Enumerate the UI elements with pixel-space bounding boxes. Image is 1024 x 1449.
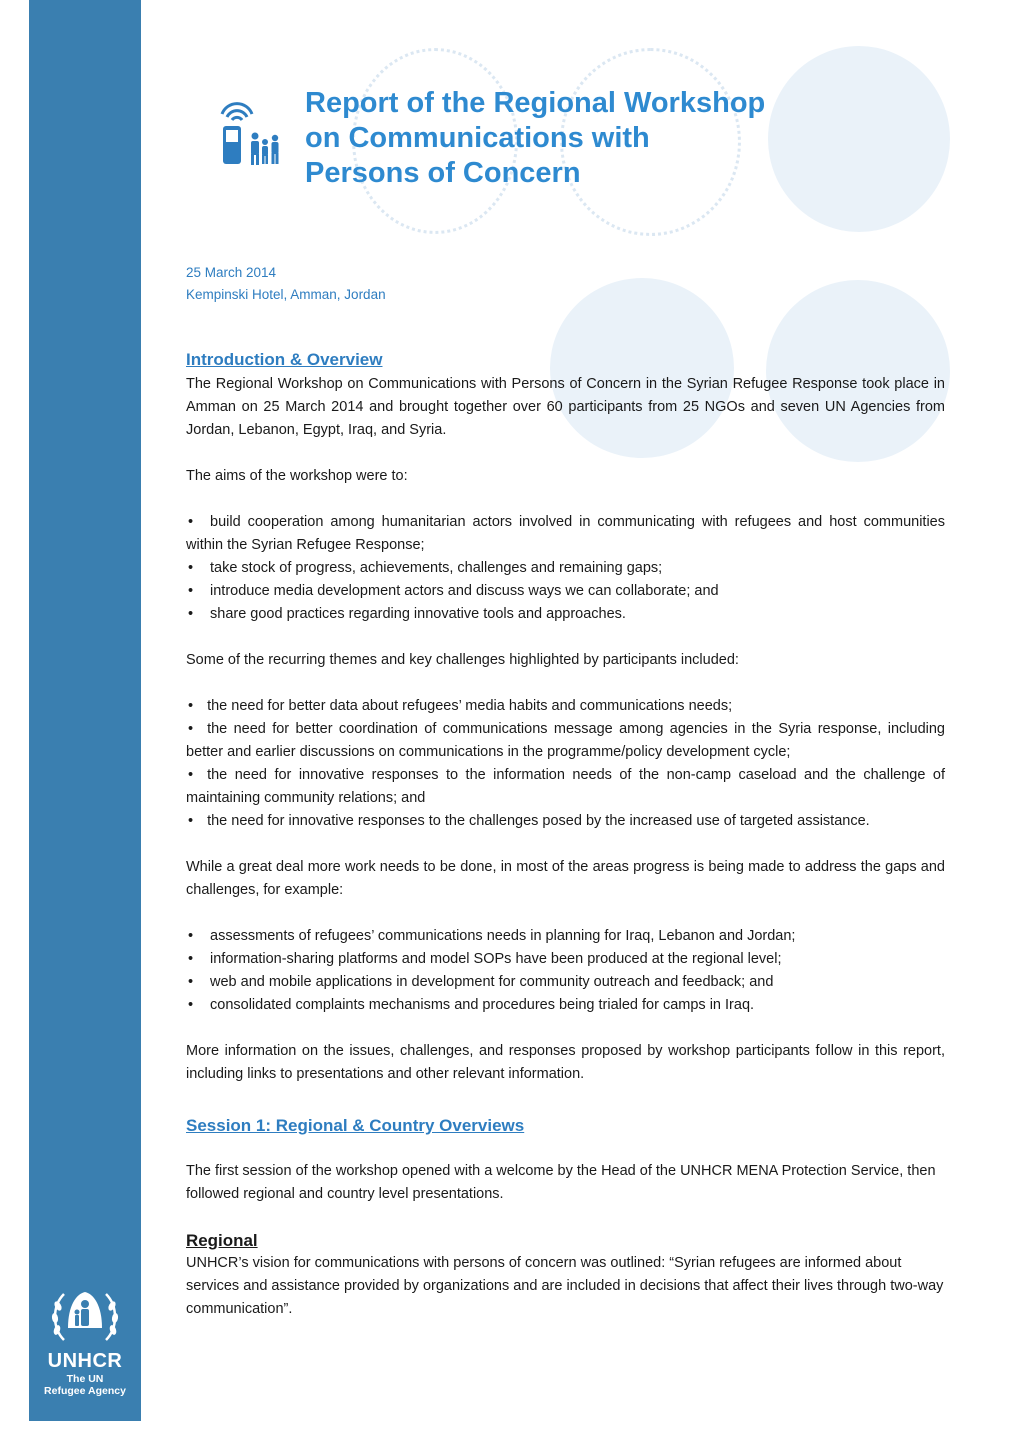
aims-list bbox=[186, 511, 945, 626]
list-item: • assessments of refugees’ communications needs in planning for Iraq, Lebanon and Jordan; bbox=[186, 925, 945, 948]
phone-broadcast-icon bbox=[212, 96, 284, 168]
list-item: • introduce media development actors and discuss ways we can collaborate; and bbox=[186, 580, 945, 603]
decorative-circle bbox=[768, 46, 950, 232]
progress-list bbox=[186, 925, 945, 1017]
session-1-paragraph: The first session of the workshop opened with a welcome by the Head of the UNHCR MENA Protection Service, then followed regional and country level presentations. bbox=[186, 1163, 936, 1202]
list-item: • the need for better coordination of communications message among agencies in the Syria response, including better and earlier discussions on communications in the programme/policy development cycle; bbox=[186, 718, 945, 764]
title-line: Report of the Regional Workshop bbox=[305, 87, 766, 119]
themes-intro: Some of the recurring themes and key challenges highlighted by participants included: bbox=[186, 652, 739, 668]
list-item: • the need for innovative responses to the challenges posed by the increased use of targeted assistance. bbox=[186, 810, 945, 833]
logo-subtext: Refugee Agency bbox=[44, 1385, 126, 1397]
section-heading-session-1: Session 1: Regional & Country Overviews bbox=[186, 1116, 525, 1135]
list-item: • share good practices regarding innovative tools and approaches. bbox=[186, 603, 945, 626]
intro-paragraph: The Regional Workshop on Communications with Persons of Concern in the Syrian Refugee Response took place in Amman on 25 March 2014 and brought together over 60 participants from 25 NGOs and seven UN Agencies from Jordan, Lebanon, Egypt, Iraq, and Syria. bbox=[186, 376, 945, 438]
title-line: on Communications with bbox=[305, 122, 650, 154]
report-date: 25 March 2014 bbox=[186, 265, 277, 280]
progress-intro: While a great deal more work needs to be done, in most of the areas progress is being made to address the gaps and challenges, for example: bbox=[186, 859, 945, 898]
unhcr-logo bbox=[29, 1272, 141, 1421]
subheading-regional: Regional bbox=[186, 1231, 258, 1250]
regional-paragraph: UNHCR’s vision for communications with persons of concern was outlined: “Syrian refugees are informed about services and assistance provided by organizations and are included in decisions that affect their lives through two-way communication”. bbox=[186, 1255, 944, 1317]
more-info-paragraph: More information on the issues, challenges, and responses proposed by workshop participants follow in this report, including links to presentations and other relevant information. bbox=[186, 1043, 945, 1082]
logo-text: UNHCR bbox=[47, 1350, 123, 1372]
list-item: • the need for innovative responses to the information needs of the non-camp caseload and the challenge of maintaining community relations; and bbox=[186, 764, 945, 810]
list-item: • the need for better data about refugees’ media habits and communications needs; bbox=[186, 695, 945, 718]
report-body bbox=[186, 348, 945, 1321]
list-item bbox=[186, 511, 945, 557]
report-location: Kempinski Hotel, Amman, Jordan bbox=[186, 287, 386, 302]
list-item: • take stock of progress, achievements, challenges and remaining gaps; bbox=[186, 557, 945, 580]
report-meta bbox=[186, 262, 386, 306]
list-item: • consolidated complaints mechanisms and procedures being trialed for camps in Iraq. bbox=[186, 994, 945, 1017]
title-line: Persons of Concern bbox=[305, 157, 581, 189]
themes-list bbox=[186, 695, 945, 833]
list-item: • information-sharing platforms and model SOPs have been produced at the regional level; bbox=[186, 948, 945, 971]
aims-intro: The aims of the workshop were to: bbox=[186, 468, 408, 484]
unhcr-emblem-icon bbox=[46, 1284, 124, 1348]
family-icon bbox=[251, 133, 279, 166]
section-heading-introduction: Introduction & Overview bbox=[186, 350, 383, 369]
left-sidebar-band bbox=[29, 0, 141, 1421]
list-item: • web and mobile applications in development for community outreach and feedback; and bbox=[186, 971, 945, 994]
list-item-text: build cooperation among humanitarian actors involved in communicating with refugees and host communities within the Syrian Refugee Response; bbox=[186, 514, 945, 553]
logo-subtext: The UN bbox=[66, 1373, 104, 1385]
report-title bbox=[305, 86, 765, 191]
